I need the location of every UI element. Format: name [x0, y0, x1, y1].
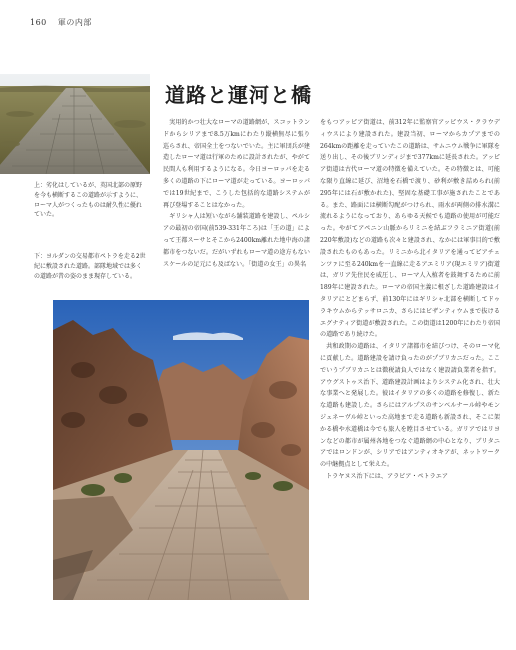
caption-bottom-photo: 下：ヨルダンの交易都市ペトラを走る2世紀に敷設された道路。部隊地域では多くの道路が昔の姿のまま現存している。	[34, 253, 146, 280]
photo-roman-road-moor	[0, 74, 150, 174]
photo-petra-road	[53, 300, 309, 600]
body-column-right	[320, 117, 500, 483]
body-paragraph: ギリシャ人は短いながら舗装道路を建設し、ペルシアの最初の帝国(前539-331年ころ)は「王の道」によって王都スーサとそこから2400km離れた地中海の諸都市をつないだ。だがいずれもローマ道の途方もないスケールの足元にも及ばない。「街道の女王」の異名	[163, 213, 310, 268]
photo-petra-road-image	[53, 300, 309, 600]
page-number: 160	[30, 18, 47, 27]
article-title: 道路と運河と橋	[165, 83, 312, 108]
body-paragraph: 共和政期の道路は、イタリア諸都市を結びつけ、そのローマ化に貢献した。道路建設を請け負ったのがプブリカニだった。ここでいうプブリカニとは徴税請負人ではなく建設請負業者を指す。アウグストゥス治下、道路建設計画はよりシステム化され、壮大な事業へと発展した。彼はイタリアの多くの道路を修復し、新たな道路も建設した。さらにはアルプスのサンベルナール峠やモンジュネーヴル峠といった高地まで走る道路も新設され、そこに架かる橋や水道橋は今でも旅人を瞠目させている。ガリアではリヨンなどの都市が属州各地をつなぐ道路網の中心となり、ブリタニアではロンドンが、シリアではアンティオキアが、ネットワークの中継拠点として栄えた。	[320, 343, 500, 469]
body-paragraph: をもつアッピア街道は、前312年に監察官アッピウス・クラウディウスにより建設された。建設当初、ローマからカプアまでの264kmの距離を走っていたこの道路は、サムニウム戦争に軍隊を送り出し、その後ブリンディジまで377kmに延長された。アッピア街道は古代ローマ道の特徴を備えていた。その特徴とは、可能な限り直線に延び、沼地を石橋で渡り、砂利が敷き詰められ(前295年には石が敷かれた)、堅固な基礎工事が施されたことである。また、路面には横断勾配がつけられ、雨水が両側の排水溝に流れるようになっており、あらゆる天候でも道路の使用が可能だった。やがてアペニン山脈からリミニを結ぶフラミニア街道(前220年敷設)などの道路も次々と建設され、なかには軍事目的で敷設されたものもあった。リミニから北イタリアを通ってピアチェンツァに至る240kmを一直線に走るアエミリア(現エミリア)街道は、ガリア先住民を威圧し、ローマ人入植者を鼓舞するために前189年に建設された。ローマの帝国主義に根ざした道路建設はイタリアにとどまらず、前130年にはギリシャ北部を横断してドゥラキウムからテッサロニカ、さらにはビザンティウムまで抜けるエグナティア街道が敷設された。この街道は1200年にわたり帝国の道路であり続けた。	[320, 119, 500, 339]
body-paragraph: トラヤヌス治下には、アラビア・ペトラエア	[326, 472, 448, 480]
caption-top-photo: 上：劣化はしているが、英国北部の原野を今も横断するこの道路が示すように、ローマ人がつくったものは耐久性に優れていた。	[34, 182, 143, 219]
photo-roman-road-moor-image	[0, 74, 150, 174]
body-paragraph: 実用的かつ壮大なローマの道路網が、スコットランドからシリアまで8.5万kmにわたり縦横無尽に張り巡らされ、帝国全土をつないでいた。主に軍団兵が建造したローマ道は行軍のために設計されたが、やがて民間人も利用するようになる。今日ヨーロッパを走る多くの道路の下にローマ道が走っている。ヨーロッパでは19世紀まで、こうした包括的な道路システムが再び登場することはなかった。	[163, 119, 310, 209]
running-header	[30, 17, 92, 28]
body-column-left	[163, 117, 310, 270]
chapter-title: 軍の内部	[57, 18, 92, 27]
